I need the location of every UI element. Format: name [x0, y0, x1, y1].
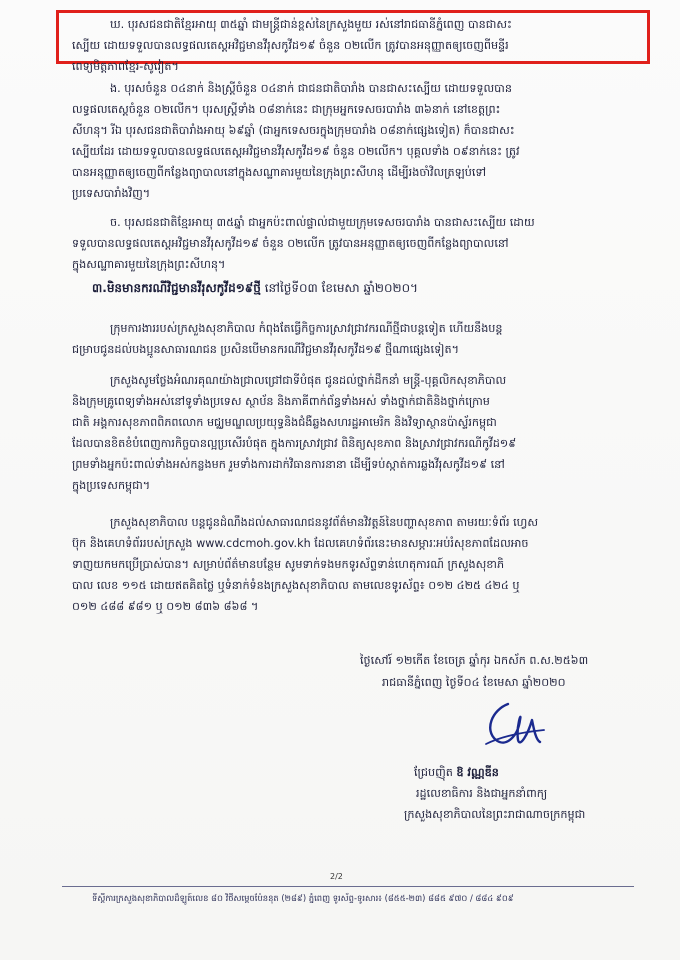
- text-line: ក្រសួងសុខាភិបាល បន្តជូនដំណឹងដល់សាធារណជននូវព័ត៌មានវិវត្តន៍នៃបញ្ហាសុខភាព តាមរយៈទំព័រ ហ្វេស: [110, 516, 538, 529]
- signer-ministry: ក្រសួងសុខាភិបាលនៃព្រះរាជាណាចក្រកម្ពុជា: [404, 808, 586, 821]
- section-3-heading: [92, 280, 418, 298]
- text-line: ង. បុរសចំនួន ០៤នាក់ និងស្ត្រីចំនួន ០៤នាក់ ជាជនជាតិបារាំង បានជាសះស្បើយ ដោយទទួលបាន: [110, 82, 512, 95]
- text-line: ស្បើយដែរ ដោយទទួលបានលទ្ធផលតេស្តអវិជ្ជមានវីរុសកូវីដ១៩ ចំនួន ០២លើក។ បុគ្គលទាំង ០៩នាក់នេះ ត្រូវ: [72, 145, 520, 158]
- text-line: លទ្ធផលតេស្តចំនួន ០២លើក។ បុរសស្ត្រីទាំង ០៨នាក់នេះ ជាក្រុមអ្នកទេសចរបារាំង ៣៦នាក់ នៅខេត្តព្រះ: [72, 103, 501, 116]
- text-line: ឃ. បុរសជនជាតិខ្មែរអាយុ ៣៥ឆ្នាំ ជាមន្ត្រីជាន់ខ្ពស់នៃក្រសួងមួយ រស់នៅរាជធានីភ្នំពេញ បានជាសះ: [110, 18, 512, 31]
- page-number: 2/2: [330, 872, 343, 881]
- text-line: ០១២ ៤៨៨ ៩៨១ ឬ ០១២ ៨៣៦ ៨៦៨ ។: [72, 600, 259, 613]
- signature-mark: [478, 696, 548, 754]
- paragraph-gha: [72, 14, 638, 77]
- text-line: បាល លេខ ១១៥ ដោយឥតគិតថ្លៃ ឬទំនាក់ទំនងក្រសួងសុខាភិបាល តាមលេខទូរស័ព្ទ៖ ០១២ ៤២៥ ៤២៤ ឬ: [72, 579, 520, 592]
- paragraph-cha: [72, 212, 638, 275]
- paragraph-ministry: [72, 318, 638, 360]
- date-block: [360, 650, 588, 694]
- text-line: ក្រសួងសូមថ្លែងអំណរគុណយ៉ាងជ្រាលជ្រៅជាទីបំផុត ជូនដល់ថ្នាក់ដឹកនាំ មន្ត្រី-បុគ្គលិកសុខាភិបាល: [110, 374, 507, 387]
- text-line: ក្នុងប្រទេសកម្ពុជា។: [72, 479, 151, 492]
- text-line: ដែលបានខិតខំបំពេញការកិច្ចបានល្អប្រសើរបំផុត ក្នុងការស្រាវជ្រាវ ពិនិត្យសុខភាព និងស្រាវជ្រាវករណីកូវីដ១៩: [72, 437, 517, 450]
- text-line: ទទួលបានលទ្ធផលតេស្តអវិជ្ជមានវីរុសកូវីដ១៩ ចំនួន ០២លើក ត្រូវបានអនុញ្ញាតឲ្យចេញពីកន្លែងព្យាបាលនៅ: [72, 237, 509, 250]
- text-line: ស្បើយ ដោយទទួលបានលទ្ធផលតេស្តអវិជ្ជមានវីរុសកូវីដ១៩ ចំនួន ០២លើក ត្រូវបានអនុញ្ញាតឲ្យចេញពីមន្ទីរ: [72, 39, 509, 52]
- text-line: ព្រមទាំងអ្នកប៉ះពាល់ទាំងអស់កន្លងមក រួមទាំងការដាក់វិធានការនានា ដើម្បីទប់ស្កាត់ការឆ្លងវីរុសកូវីដ១៩ នៅ: [72, 458, 505, 471]
- signer-block: [404, 762, 586, 825]
- text-line: ជាតិ អង្គការសុខភាពពិភពលោក មជ្ឈមណ្ឌលប្រយុទ្ធនិងជំងឺឆ្លងសហរដ្ឋអាមេរិក និងវិទ្យាស្ថានប៉ាស្ទ័រកម្ពុជា: [72, 416, 497, 429]
- text-line: ក្រុមការងាររបស់ក្រសួងសុខាភិបាល កំពុងតែធ្វើកិច្ចការស្រាវជ្រាវករណីថ្មីជាបន្តទៀត ហើយនឹងបន្ត: [110, 322, 503, 335]
- lunar-date: ថ្ងៃសៅរ៍ ១២កើត ខែចេត្រ ឆ្នាំកុរ ឯកស័ក ព.ស.២៥៦៣: [360, 654, 589, 667]
- solar-date: រាជធានីភ្នំពេញ ថ្ងៃទី០៤ ខែមេសា ឆ្នាំ២០២០: [382, 676, 566, 689]
- signer-name: ឱ វណ្ណឌីន: [456, 766, 499, 779]
- paragraph-thanks: [72, 370, 638, 496]
- text-line: ទាញយកមកប្រើប្រាស់បាន។ សម្រាប់ព័ត៌មានបន្ថែម សូមទាក់ទងមកទូរស័ព្ទទាន់ហេតុការណ៍ ក្រសួងសុខាភិ: [72, 558, 505, 571]
- text-line: ក្នុងសណ្ឋាគារមួយនៃក្រុងព្រះសីហនុ។: [72, 258, 226, 271]
- text-line: និងក្រុមគ្រូពេទ្យទាំងអស់នៅទូទាំងប្រទេស ស្ថាប័ន និងភាគីពាក់ព័ន្ធទាំងអស់ ទាំងថ្នាក់ជាតិនិងថ្នាក់ក្រោម: [72, 395, 490, 408]
- footer-divider: [62, 886, 634, 887]
- heading-date: នៅថ្ងៃទី០៣ ខែមេសា ឆ្នាំ២០២០។: [260, 281, 418, 295]
- paragraph-ngo: [72, 78, 638, 204]
- paragraph-info: [72, 512, 638, 617]
- text-line: សីហនុ។ រីឯ បុរសជនជាតិបារាំងអាយុ ៦៩ឆ្នាំ (ជាអ្នកទេសចរក្នុងក្រុមបារាំង ០៨នាក់ផ្សេងទៀត) ក៏បានជាសះ: [72, 124, 515, 137]
- signer-prefix: ជ្រែបញ៉ិត: [414, 766, 457, 779]
- heading-bold: ៣.មិនមានករណីវិជ្ជមានវីរុសកូវីដ១៩ថ្មី: [92, 281, 261, 295]
- footer-address: ទីស្តីការក្រសួងសុខាភិបាលដ៏ឡូត៍លេខ ៨០ វិថីសម្តេចប៉ែននុត (២៨៩) ភ្នំពេញ ទូរស័ព្ទ-ទូរសារ៖ (៨៥៥-២៣) ៨៨៥ ៩៧០ / ៨៨៤ ៩០៩: [92, 893, 514, 903]
- text-line: ច. បុរសជនជាតិខ្មែរអាយុ ៣៥ឆ្នាំ ជាអ្នកប៉ះពាល់ផ្ទាល់ជាមួយក្រុមទេសចរបារាំង បានជាសះស្បើយ ដោយ: [110, 216, 535, 229]
- text-line: បានអនុញ្ញាតឲ្យចេញពីកន្លែងព្យាបាលនៅក្នុងសណ្ឋាគារមួយនៃក្រុងព្រះសីហនុ ដើម្បីរងចាំវិលត្រឡប់ទៅ: [72, 166, 487, 179]
- text-line: ប្រទេសបារាំងវិញ។: [72, 187, 151, 200]
- text-line: ជម្រាបជូនដល់បងប្អូនសាធារណជន ប្រសិនបើមានករណីវិជ្ជមានវីរុសកូវីដ១៩ ថ្មីណាផ្សេងទៀត។: [72, 343, 459, 356]
- text-line: ប៊ុក និងគេហទំព័ររបស់ក្រសួង www.cdcmoh.gov.kh ដែលគេហទំព័រនេះមានសម្ភារៈអប់រំសុខភាពដែលអាច: [72, 537, 529, 550]
- signer-title: រដ្ឋលេខាធិការ និងជាអ្នកនាំពាក្យ: [416, 787, 548, 800]
- text-line: ពេទ្យមិត្តភាពខ្មែរ-សូវៀត។: [72, 60, 179, 73]
